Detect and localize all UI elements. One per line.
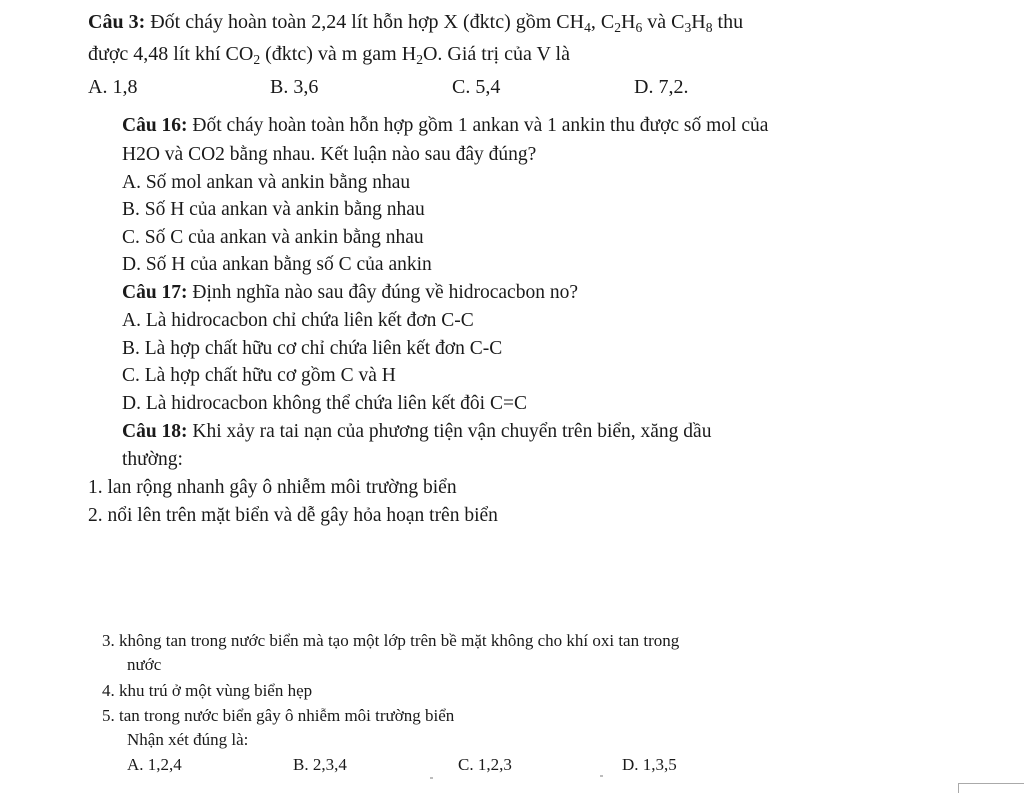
q17-option-c: C. Là hợp chất hữu cơ gồm C và H (122, 365, 396, 386)
q18-line-1 (122, 422, 711, 442)
q18-option-b: B. 2,3,4 (293, 755, 347, 774)
q3-text-2c: O. Giá trị của V là (422, 43, 570, 65)
q16-option-a: A. Số mol ankan và ankin bằng nhau (122, 172, 411, 193)
q3-text-2b: (đktc) và m gam H (260, 43, 417, 65)
q16-option-b: B. Số H của ankan và ankin bằng nhau (122, 199, 425, 220)
q16-option-c: C. Số C của ankan và ankin bằng nhau (122, 227, 424, 248)
q17-option-d: D. Là hidrocacbon không thể chứa liên kết đôi C=C (122, 393, 527, 414)
cropped-text-fragment (300, 0, 305, 11)
q18-item-2: 2. nổi lên trên mặt biển và dễ gây hỏa hoạn trên biển (88, 505, 498, 526)
q3-text-a: Đốt cháy hoàn toàn 2,24 lít hỗn hợp X (đktc) gồm CH (145, 11, 585, 33)
scan-artifact (430, 777, 433, 779)
q3-sub: 6 (635, 19, 643, 35)
q3-sub: 8 (705, 19, 713, 35)
q3-line-2 (88, 43, 570, 67)
q17-text: Định nghĩa nào sau đây đúng về hidrocacbon no? (187, 282, 578, 303)
q3-text-c: H (621, 11, 636, 33)
q18-item-3-continued: nước (127, 655, 162, 674)
q18-option-d: D. 1,3,5 (622, 755, 677, 774)
q16-option-d: D. Số H của ankan bằng số C của ankin (122, 254, 432, 275)
q17-option-b: B. Là hợp chất hữu cơ chỉ chứa liên kết đơn C-C (122, 338, 503, 359)
q18-item-5: 5. tan trong nước biển gây ô nhiễm môi trường biển (102, 706, 455, 725)
q3-text-f: thu (712, 11, 744, 33)
q16-text: Đốt cháy hoàn toàn hỗn hợp gồm 1 ankan và 1 ankin thu được số mol của (187, 115, 769, 136)
q3-option-d: D. 7,2. (634, 76, 689, 98)
q3-text-b: , C (590, 11, 615, 33)
q3-text-2a: được 4,48 lít khí CO (88, 43, 254, 65)
q17-line-1 (122, 283, 578, 303)
q3-sub: 4 (584, 19, 591, 35)
q18-item-4: 4. khu trú ở một vùng biển hẹp (102, 681, 313, 700)
q3-sub: 2 (253, 51, 261, 67)
q16-label: Câu 16: (122, 115, 188, 136)
q18-option-c: C. 1,2,3 (458, 755, 512, 774)
q3-text-d: và C (642, 11, 685, 33)
q18-item-3: 3. không tan trong nước biển mà tạo một lớp trên bề mặt không cho khí oxi tan trong (102, 631, 680, 650)
q3-line-1 (88, 11, 744, 35)
q17-label: Câu 17: (122, 282, 188, 303)
q18-line-2: thường: (122, 449, 183, 470)
q17-option-a: A. Là hidrocacbon chỉ chứa liên kết đơn C-C (122, 310, 474, 331)
q3-option-b: B. 3,6 (270, 76, 319, 98)
q16-line-1 (122, 116, 768, 136)
q18-item-1: 1. lan rộng nhanh gây ô nhiễm môi trường biển (88, 477, 457, 498)
q18-text: Khi xảy ra tai nạn của phương tiện vận chuyển trên biển, xăng dầu (187, 421, 712, 442)
q3-sub: 2 (416, 51, 423, 67)
q18-conclusion: Nhận xét đúng là: (127, 730, 249, 749)
q3-sub: 3 (684, 19, 692, 35)
q18-label: Câu 18: (122, 421, 188, 442)
q16-line-2: H2O và CO2 bằng nhau. Kết luận nào sau đây đúng? (122, 144, 537, 165)
q3-option-a: A. 1,8 (88, 76, 138, 98)
q3-sub: 2 (614, 19, 622, 35)
scan-artifact (600, 775, 603, 777)
q3-option-c: C. 5,4 (452, 76, 501, 98)
q3-text-e: H (691, 11, 706, 33)
q3-label: Câu 3: (88, 11, 146, 33)
q18-option-a: A. 1,2,4 (127, 755, 182, 774)
